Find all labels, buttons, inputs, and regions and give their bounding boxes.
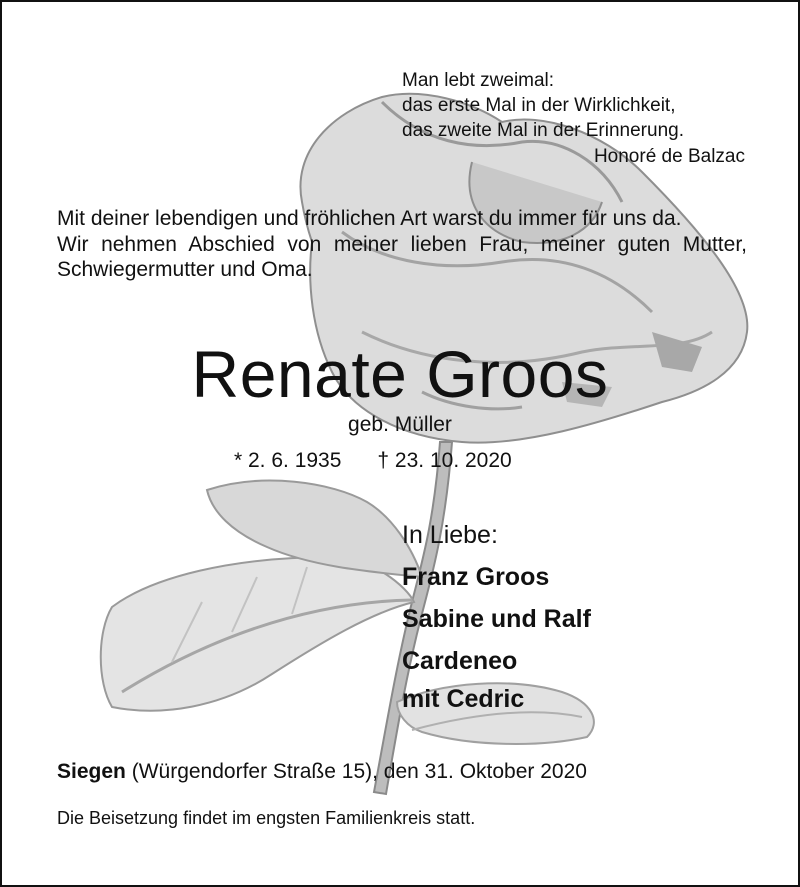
rose-leaf-left: [101, 557, 414, 711]
mourner-name: Cardeneo: [402, 647, 518, 675]
mourner-name: Franz Groos: [402, 563, 550, 591]
death-date: † 23. 10. 2020: [377, 449, 512, 472]
place-rest: (Würgendorfer Straße 15), den 31. Oktober 2020: [131, 760, 587, 783]
quote-author: Honoré de Balzac: [593, 146, 745, 167]
mourners-lead: In Liebe:: [402, 521, 498, 549]
life-dates: [234, 448, 512, 474]
birth-name: geb. Müller: [348, 413, 452, 436]
quote-line: das erste Mal in der Wirklichkeit,: [402, 95, 676, 116]
intro-text: [57, 206, 747, 283]
deceased-name: Renate Groos: [191, 337, 609, 411]
mourner-name: mit Cedric: [402, 685, 525, 713]
mourner-name: Sabine und Ralf: [402, 605, 591, 633]
mourners-block: [402, 516, 591, 718]
burial-note: Die Beisetzung findet im engsten Familienkreis statt.: [57, 808, 476, 828]
birth-date: * 2. 6. 1935: [234, 449, 342, 472]
intro-paragraph-1: Mit deiner lebendigen und fröhlichen Art warst du immer für uns da.: [57, 207, 682, 230]
quote-line: das zweite Mal in der Erinnerung.: [402, 120, 684, 141]
place-city: Siegen: [57, 760, 126, 783]
place-date: [57, 759, 587, 785]
quote-block: [402, 68, 752, 169]
intro-paragraph-2: Wir nehmen Abschied von meiner lieben Frau, meiner guten Mutter, Schwiegermutter und Oma.: [57, 232, 747, 281]
quote-line: Man lebt zweimal:: [402, 70, 555, 91]
